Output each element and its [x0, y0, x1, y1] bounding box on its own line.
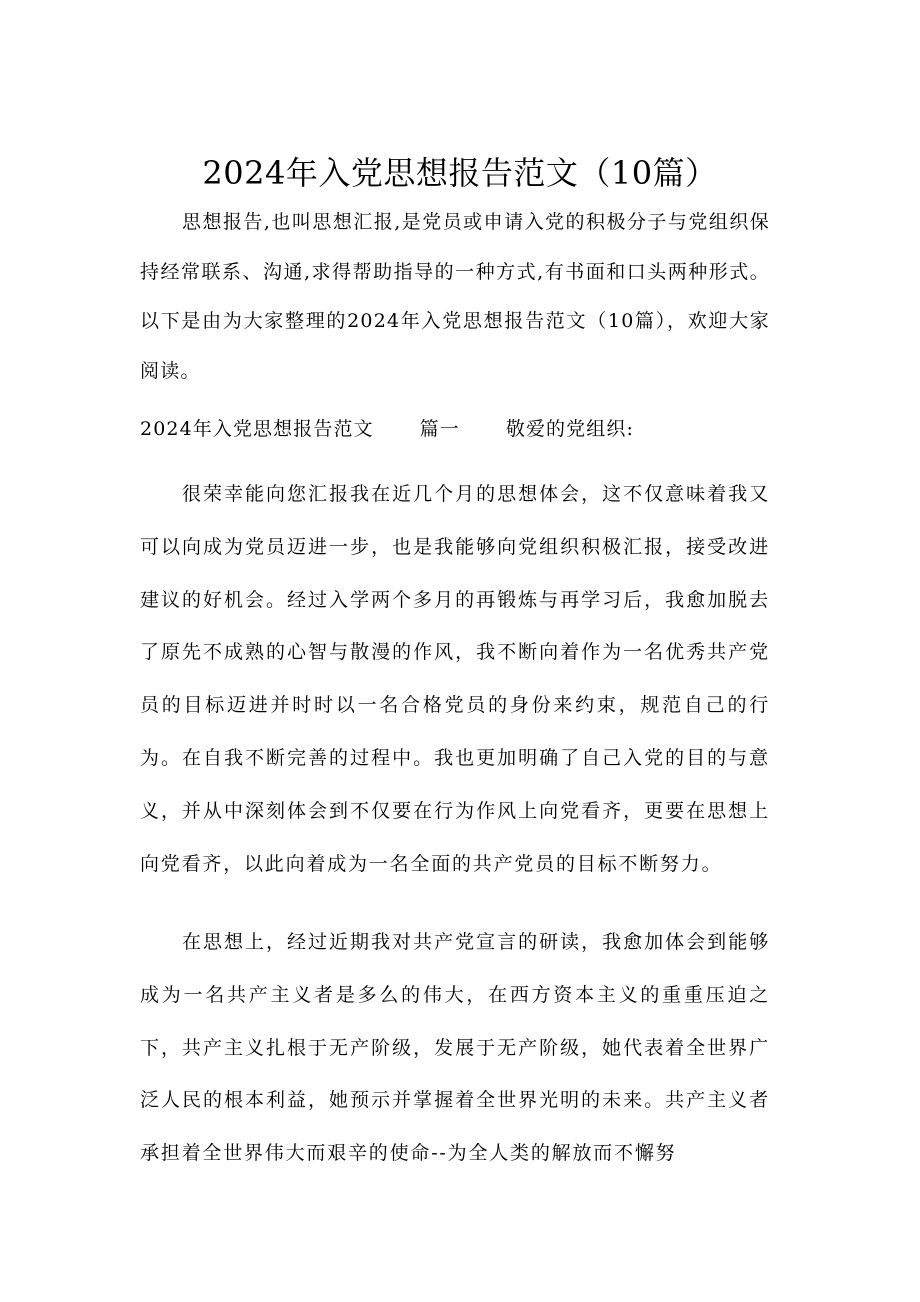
body-paragraph: 在思想上，经过近期我对共产党宣言的研读，我愈加体会到能够成为一名共产主义者是多么的伟大，在西方资本主义的重重压迫之下，共产主义扎根于无产阶级，发展于无产阶级，她代表着全世界广泛人民的根本利益，她预示并掌握着全世界光明的未来。共产主义者承担着全世界伟大而艰辛的使命--为全人类的解放而不懈努	[140, 931, 770, 1165]
intro-paragraph: 思想报告,也叫思想汇报,是党员或申请入党的积极分子与党组织保持经常联系、沟通,求得帮助指导的一种方式,有书面和口头两种形式。以下是由为大家整理的2024年入党思想报告范文（10篇），欢迎大家阅读。	[140, 211, 770, 382]
section-heading	[140, 407, 780, 451]
section-number: 篇一	[419, 418, 460, 440]
body-paragraph: 很荣幸能向您汇报我在近几个月的思想体会，这不仅意味着我又可以向成为党员迈进一步，也是我能够向党组织积极汇报，接受改进建议的好机会。经过入学两个多月的再锻炼与再学习后，我愈加脱去了原先不成熟的心智与散漫的作风，我不断向着作为一名优秀共产党员的目标迈进并时时以一名合格党员的身份来约束，规范自己的行为。在自我不断完善的过程中。我也更加明确了自己入党的目的与意义，并从中深刻体会到不仅要在行为作风上向党看齐，更要在思想上向党看齐，以此向着成为一名全面的共产党员的目标不断努力。	[140, 483, 770, 875]
salutation: 敬爱的党组织:	[505, 418, 634, 440]
document-title: 2024年入党思想报告范文（10篇）	[202, 154, 718, 192]
section-label: 2024年入党思想报告范文	[140, 418, 374, 440]
